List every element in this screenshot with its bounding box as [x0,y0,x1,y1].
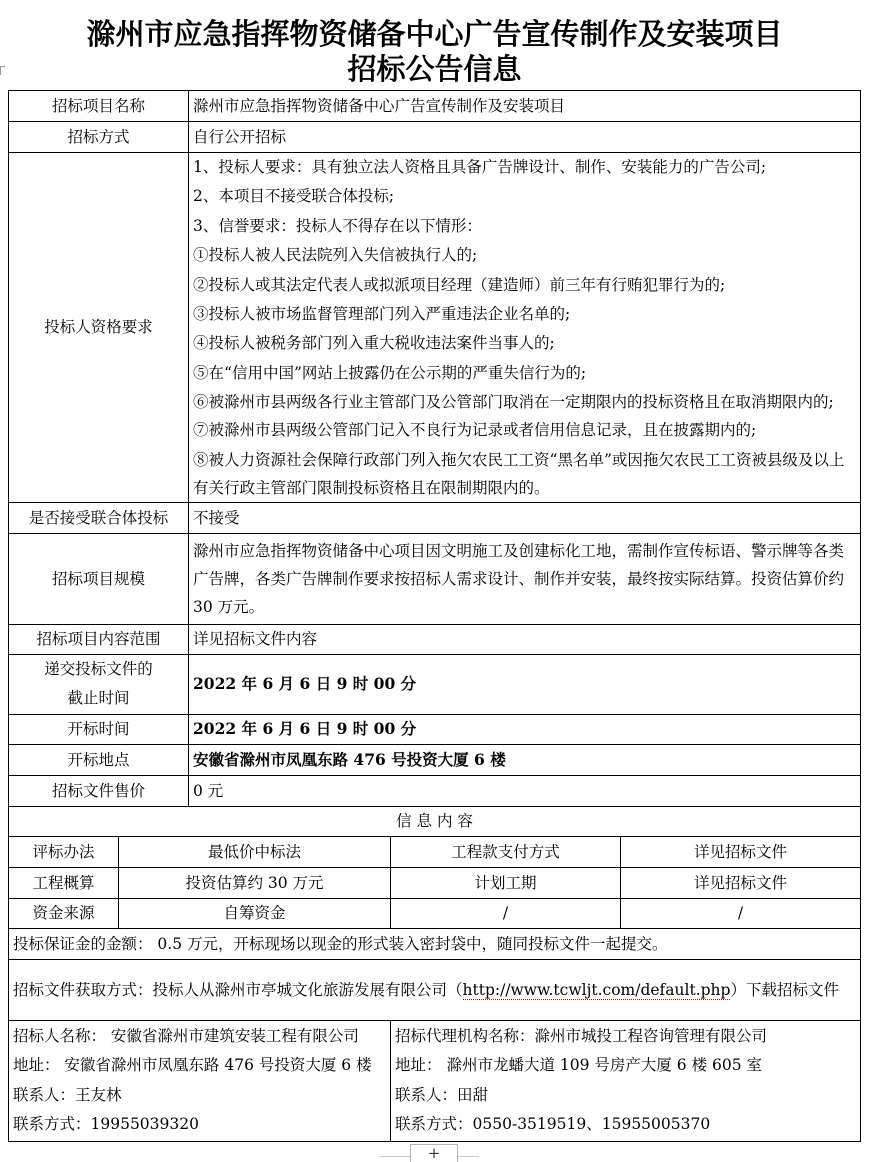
deposit-text: 投标保证金的金额： 0.5 万元，开标现场以现金的形式装入密封袋中，随同投标文件一起提交。 [9,928,861,959]
agency-info [391,1020,861,1141]
info-cell: 资金来源 [9,898,119,928]
value-opening-time: 2022 年 6 月 6 日 9 时 00 分 [189,714,861,744]
label-consortium: 是否接受联合体投标 [9,502,189,533]
label-deadline [9,654,189,714]
value-scope: 详见招标文件内容 [189,624,861,654]
tenderer-contact: 联系人：王友林 [13,1085,122,1104]
row-scope [9,624,861,654]
info-cell: 自筹资金 [119,898,391,928]
corner-mark [0,66,5,75]
download-link[interactable]: http://www.tcwljt.com/default.php [462,980,731,999]
info-cell: 工程概算 [9,867,119,898]
value-project-name: 滁州市应急指挥物资储备中心广告宣传制作及安装项目 [189,91,861,122]
row-deadline [9,654,861,714]
row-obtain [9,959,861,1020]
value-method: 自行公开招标 [189,122,861,153]
label-price: 招标文件售价 [9,775,189,806]
row-info-3 [9,898,861,928]
info-cell: 计划工期 [391,867,621,898]
label-opening-place: 开标地点 [9,744,189,775]
tenderer-phone: 联系方式：19955039320 [13,1115,199,1134]
add-sheet-button[interactable]: + [410,1144,458,1162]
label-deadline-line2: 截止时间 [67,689,130,708]
qualification-line: ⑦被滁州市县两级公管部门记入不良行为记录或者信用信息记录，且在披露期内的; [193,421,757,440]
obtain-cell [9,959,861,1020]
info-cell: 详见招标文件 [621,867,861,898]
qualification-line: ④投标人被税务部门列入重大税收违法案件当事人的; [193,334,555,353]
row-qualification [9,153,861,503]
page-title: 滁州市应急指挥物资储备中心广告宣传制作及安装项目 [86,17,783,51]
row-consortium [9,502,861,533]
agency-phone: 联系方式：0550-3519519、15955005370 [395,1115,711,1134]
label-scale: 招标项目规模 [9,533,189,624]
tender-info-table [8,90,861,1142]
value-opening-place: 安徽省滁州市凤凰东路 476 号投资大厦 6 楼 [189,744,861,775]
label-project-name: 招标项目名称 [9,91,189,122]
info-cell: 工程款支付方式 [391,836,621,867]
qualification-line: 1、投标人要求：具有独立法人资格且具备广告牌设计、制作、安装能力的广告公司; [193,158,767,176]
row-scale [9,533,861,624]
page-subtitle: 招标公告信息 [347,52,522,86]
info-cell: 最低价中标法 [119,836,391,867]
qualification-line: ②投标人或其法定代表人或拟派项目经理（建造师）前三年有行贿犯罪行为的; [193,275,726,294]
agency-name: 招标代理机构名称：滁州市城投工程咨询管理有限公司 [395,1026,768,1045]
row-method [9,122,861,153]
qualification-line: 3、信誉要求：投标人不得存在以下情形： [193,216,482,235]
tenderer-name: 招标人名称： 安徽省滁州市建筑安装工程有限公司 [13,1026,359,1045]
value-consortium: 不接受 [189,502,861,533]
row-project-name [9,91,861,122]
info-header: 信 息 内 容 [9,806,861,836]
row-info-1 [9,836,861,867]
row-contacts [9,1020,861,1141]
row-deposit [9,928,861,959]
obtain-prefix: 招标文件获取方式：投标人从滁州市亭城文化旅游发展有限公司（ [13,980,463,999]
qualification-line: 2、本项目不接受联合体投标; [193,187,395,206]
row-opening-place [9,744,861,775]
label-scope: 招标项目内容范围 [9,624,189,654]
value-scale: 滁州市应急指挥物资储备中心项目因文明施工及创建标化工地，需制作宣传标语、警示牌等各类广告牌，各类广告牌制作要求按招标人需求设计、制作并安装，最终按实际结算。投资估算价约 30 万元。 [189,533,861,624]
value-deadline: 2022 年 6 月 6 日 9 时 00 分 [189,654,861,714]
agency-contact: 联系人：田甜 [395,1085,489,1104]
row-info-2 [9,867,861,898]
info-cell: 投资估算约 30 万元 [119,867,391,898]
row-price [9,775,861,806]
row-info-header [9,806,861,836]
qualification-line: ⑤在“信用中国”网站上披露仍在公示期的严重失信行为的; [193,363,587,382]
tenderer-info [9,1020,391,1141]
qualification-line: ③投标人被市场监督管理部门列入严重违法企业名单的; [193,305,571,324]
label-method: 招标方式 [9,122,189,153]
tenderer-address: 地址： 安徽省滁州市凤凰东路 476 号投资大厦 6 楼 [13,1056,372,1075]
value-price: 0 元 [189,775,861,806]
qualification-line: ⑥被滁州市县两级各行业主管部门及公管部门取消在一定期限内的投标资格且在取消期限内的; [193,393,834,412]
label-deadline-line1: 递交投标文件的 [44,659,153,678]
label-opening-time: 开标时间 [9,714,189,744]
obtain-suffix: ）下载招标文件 [730,980,839,999]
qualification-line: ⑧被人力资源社会保障行政部门列入拖欠农民工工资“黑名单”或因拖欠农民工工资被县级及以上有关行政主管部门限制投标资格且在限制期限内的。 [193,450,845,497]
info-cell: / [621,898,861,928]
value-qualification [189,153,861,503]
qualification-line: ①投标人被人民法院列入失信被执行人的; [193,246,478,265]
info-cell: / [391,898,621,928]
info-cell: 详见招标文件 [621,836,861,867]
label-qualification: 投标人资格要求 [9,153,189,503]
agency-address: 地址： 滁州市龙蟠大道 109 号房产大厦 6 楼 605 室 [395,1056,763,1075]
row-opening-time [9,714,861,744]
info-cell: 评标办法 [9,836,119,867]
